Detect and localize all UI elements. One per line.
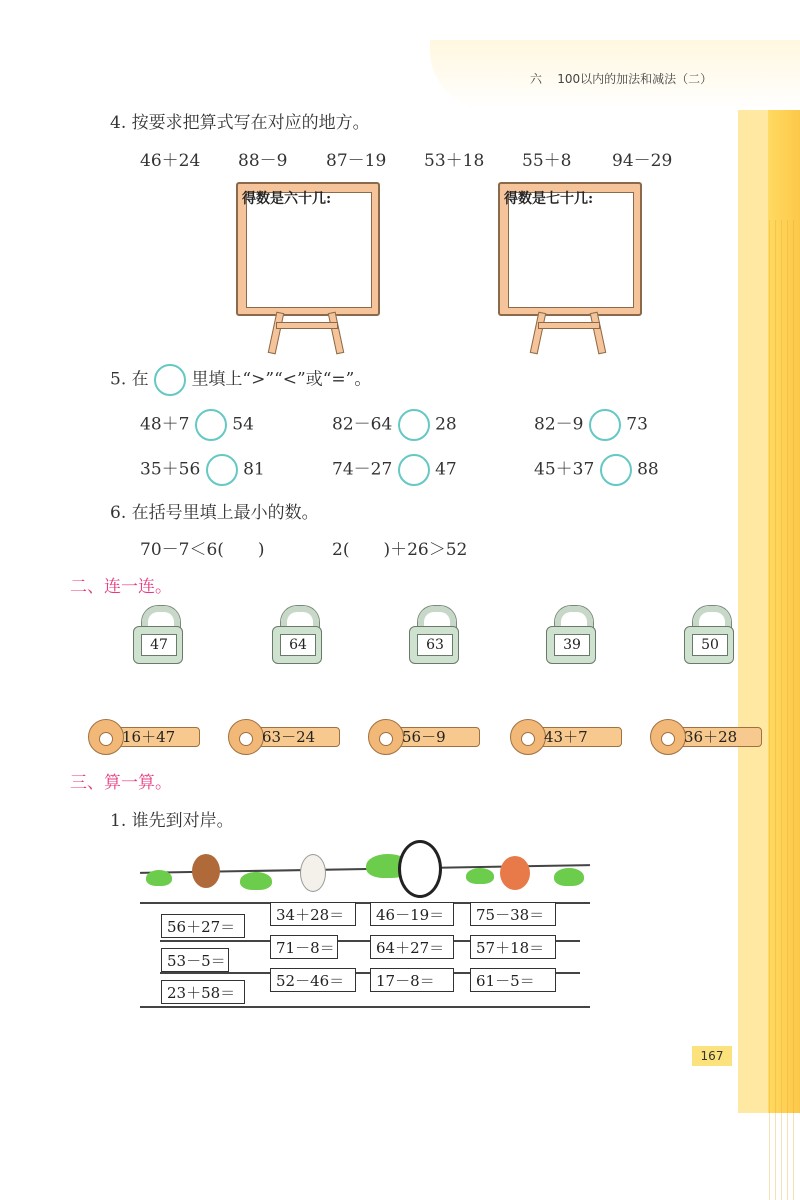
q5-item-5: 74－27 47	[332, 454, 457, 486]
s3-q1-title: 1. 谁先到对岸。	[110, 811, 234, 831]
bush-icon	[554, 868, 584, 886]
lock-icon	[546, 606, 596, 666]
key-expression: 56－9	[402, 728, 446, 746]
lock-number: 47	[141, 634, 177, 656]
calc-box[interactable]: 52－46＝	[270, 968, 356, 992]
key-icon	[650, 717, 762, 755]
answer-board-seventies	[498, 182, 638, 342]
bush-icon	[146, 870, 172, 886]
q5-title-part-b: 里填上“>”“<”或“=”。	[191, 369, 372, 390]
q5-title	[110, 364, 371, 396]
lock-number: 64	[280, 634, 316, 656]
calc-box[interactable]: 34＋28＝	[270, 902, 356, 926]
key-expression: 63－24	[262, 728, 316, 746]
section-3-title: 三、算一算。	[70, 773, 172, 793]
q4-expr-3: 87－19	[326, 151, 387, 171]
calc-box[interactable]: 75－38＝	[470, 902, 556, 926]
page-number: 167	[692, 1046, 732, 1066]
bush-icon	[466, 868, 494, 884]
answer-circle[interactable]	[600, 454, 632, 486]
calc-box[interactable]: 17－8＝	[370, 968, 454, 992]
q5-title-part-a: 5. 在	[110, 369, 149, 390]
q4-expr-5: 55＋8	[522, 151, 572, 171]
q4-title: 4. 按要求把算式写在对应的地方。	[110, 113, 370, 133]
running-header	[530, 70, 712, 87]
key-expression: 36＋28	[684, 728, 738, 746]
monkey-icon	[192, 854, 220, 888]
board-label: 得数是六十几:	[242, 191, 332, 207]
lock-number: 39	[554, 634, 590, 656]
section-2-title: 二、连一连。	[70, 577, 172, 597]
q4-expr-1: 46＋24	[140, 151, 201, 171]
rabbit-icon	[300, 854, 326, 892]
q5-item-4: 35＋56 81	[140, 454, 265, 486]
answer-circle[interactable]	[589, 409, 621, 441]
q6-title: 6. 在括号里填上最小的数。	[110, 503, 319, 523]
q4-expr-4: 53＋18	[424, 151, 485, 171]
answer-board-sixties	[236, 182, 376, 342]
key-icon	[88, 717, 200, 755]
lock-icon	[133, 606, 183, 666]
chapter-number: 六	[530, 72, 543, 86]
riverbank-line	[140, 1006, 590, 1008]
answer-circle[interactable]	[398, 409, 430, 441]
lock-icon	[272, 606, 322, 666]
answer-circle[interactable]	[206, 454, 238, 486]
calc-box[interactable]: 71－8＝	[270, 935, 338, 959]
panda-icon	[398, 840, 442, 898]
bush-icon	[240, 872, 272, 890]
calc-box[interactable]: 57＋18＝	[470, 935, 556, 959]
key-icon	[368, 717, 480, 755]
calc-box[interactable]: 61－5＝	[470, 968, 556, 992]
answer-circle-icon	[154, 364, 186, 396]
answer-circle[interactable]	[195, 409, 227, 441]
calc-box[interactable]: 53－5＝	[161, 948, 229, 972]
q5-item-2: 82－64 28	[332, 409, 457, 441]
q5-item-3: 82－9 73	[534, 409, 648, 441]
calc-box[interactable]: 56＋27＝	[161, 914, 245, 938]
lock-icon	[409, 606, 459, 666]
calc-box[interactable]: 46－19＝	[370, 902, 454, 926]
calc-box[interactable]: 23＋58＝	[161, 980, 245, 1004]
page-edge-decoration	[752, 100, 800, 1113]
q6-a: 70－7＜6( )	[140, 540, 265, 560]
key-icon	[228, 717, 340, 755]
key-expression: 16＋47	[122, 728, 176, 746]
q4-expr-6: 94－29	[612, 151, 673, 171]
lock-number: 50	[692, 634, 728, 656]
board-label: 得数是七十几:	[504, 191, 594, 207]
key-expression: 43＋7	[544, 728, 588, 746]
key-icon	[510, 717, 622, 755]
calc-box[interactable]: 64＋27＝	[370, 935, 454, 959]
chapter-title: 100以内的加法和减法（二）	[557, 72, 713, 86]
q5-item-1: 48＋7 54	[140, 409, 254, 441]
answer-circle[interactable]	[398, 454, 430, 486]
q6-b: 2( )＋26＞52	[332, 540, 468, 560]
squirrel-icon	[500, 856, 530, 890]
lock-number: 63	[417, 634, 453, 656]
q4-expr-2: 88－9	[238, 151, 288, 171]
q5-item-6: 45＋37 88	[534, 454, 659, 486]
lock-icon	[684, 606, 734, 666]
